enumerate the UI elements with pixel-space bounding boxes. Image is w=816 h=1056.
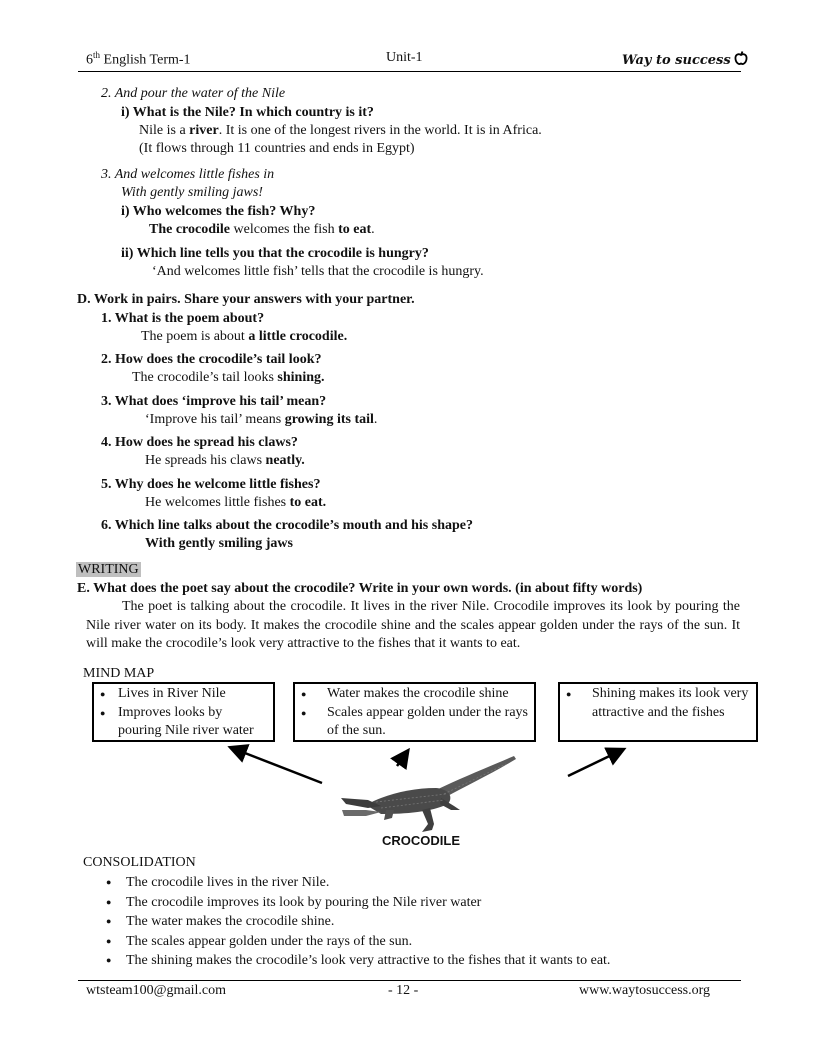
d-question-1: 1. What is the poem about?	[101, 311, 265, 326]
mind-map-item: ● Shining makes its look very attractive and the fishes	[564, 685, 752, 722]
extract-2-line: 2. And pour the water of the Nile	[101, 86, 286, 101]
crocodile-label: CROCODILE	[382, 833, 460, 848]
mind-map-item: ● Water makes the crocodile shine	[299, 685, 530, 704]
writing-question: E. What does the poet say about the crocodile? Write in your own words. (in about fifty words)	[77, 581, 643, 596]
header-unit: Unit-1	[386, 50, 423, 65]
consolidation-item: ● The water makes the crocodile shine.	[104, 912, 610, 932]
d-answer-3: ‘Improve his tail’ means growing its tail.	[145, 412, 378, 427]
extract-2-answer-1: Nile is a river. It is one of the longest rivers in the world. It is in Africa.	[139, 123, 542, 138]
consolidation-item: ● The crocodile improves its look by pouring the Nile river water	[104, 893, 610, 913]
extract-2-answer-1-line2: (It flows through 11 countries and ends in Egypt)	[139, 141, 415, 156]
extract-3-line-1: 3. And welcomes little fishes in	[101, 167, 275, 182]
arrow-to-box-3	[568, 750, 622, 776]
writing-answer: The poet is talking about the crocodile. It lives in the river Nile. Crocodile improves its look by pouring the Nile river water on its body. It makes the crocodile shine and the scales appear golden under the rays of the sun. It will make the crocodile’s look very attractive to the fishes that it wants to eat.	[86, 599, 740, 651]
d-answer-5: He welcomes little fishes to eat.	[145, 495, 327, 510]
consolidation-item: ● The crocodile lives in the river Nile.	[104, 873, 610, 893]
footer-page-number: - 12 -	[388, 983, 419, 998]
consolidation-list	[104, 873, 610, 971]
extract-3-question-1: i) Who welcomes the fish? Why?	[121, 204, 316, 219]
d-question-3: 3. What does ‘improve his tail’ mean?	[101, 394, 327, 409]
mind-map-item: ● Scales appear golden under the rays of the sun.	[299, 704, 530, 741]
footer-website[interactable]: www.waytosuccess.org	[579, 983, 711, 998]
consolidation-item: ● The scales appear golden under the rays of the sun.	[104, 932, 610, 952]
grade-suffix: th	[93, 50, 101, 60]
extract-3-answer-2: ‘And welcomes little fish’ tells that the crocodile is hungry.	[152, 264, 484, 279]
d-question-5: 5. Why does he welcome little fishes?	[101, 477, 321, 492]
footer-rule	[78, 980, 741, 981]
grade-number: 6	[86, 52, 93, 68]
crocodile-image	[336, 750, 521, 840]
writing-tag: WRITING	[78, 562, 139, 577]
section-d-heading: D. Work in pairs. Share your answers with your partner.	[77, 292, 415, 307]
consolidation-title: CONSOLIDATION	[83, 855, 196, 870]
extract-3-question-2: ii) Which line tells you that the crocodile is hungry?	[121, 246, 429, 261]
d-question-2: 2. How does the crocodile’s tail look?	[101, 352, 322, 367]
course-name: English Term-1	[100, 52, 191, 68]
d-question-6: 6. Which line talks about the crocodile’s mouth and his shape?	[101, 518, 473, 533]
brand-text: Way to success	[622, 53, 731, 68]
extract-3-answer-1: The crocodile welcomes the fish to eat.	[149, 222, 375, 237]
mind-map-title: MIND MAP	[83, 666, 155, 681]
arrow-to-box-1	[232, 748, 322, 783]
extract-2-question-1: i) What is the Nile? In which country is it?	[121, 105, 374, 120]
consolidation-item: ● The shining makes the crocodile’s look very attractive to the fishes that it wants to eat.	[104, 951, 610, 971]
d-question-4: 4. How does he spread his claws?	[101, 435, 298, 450]
extract-3-line-2: With gently smiling jaws!	[121, 185, 263, 200]
d-answer-4: He spreads his claws neatly.	[145, 453, 305, 468]
mind-map-item: ● Improves looks by pouring Nile river water	[98, 704, 269, 741]
mind-map-item: ● Lives in River Nile	[98, 685, 269, 704]
footer-email[interactable]: wtsteam100@gmail.com	[86, 983, 227, 998]
d-answer-2: The crocodile’s tail looks shining.	[132, 370, 325, 385]
d-answer-6: With gently smiling jaws	[145, 536, 293, 551]
d-answer-1: The poem is about a little crocodile.	[141, 329, 348, 344]
